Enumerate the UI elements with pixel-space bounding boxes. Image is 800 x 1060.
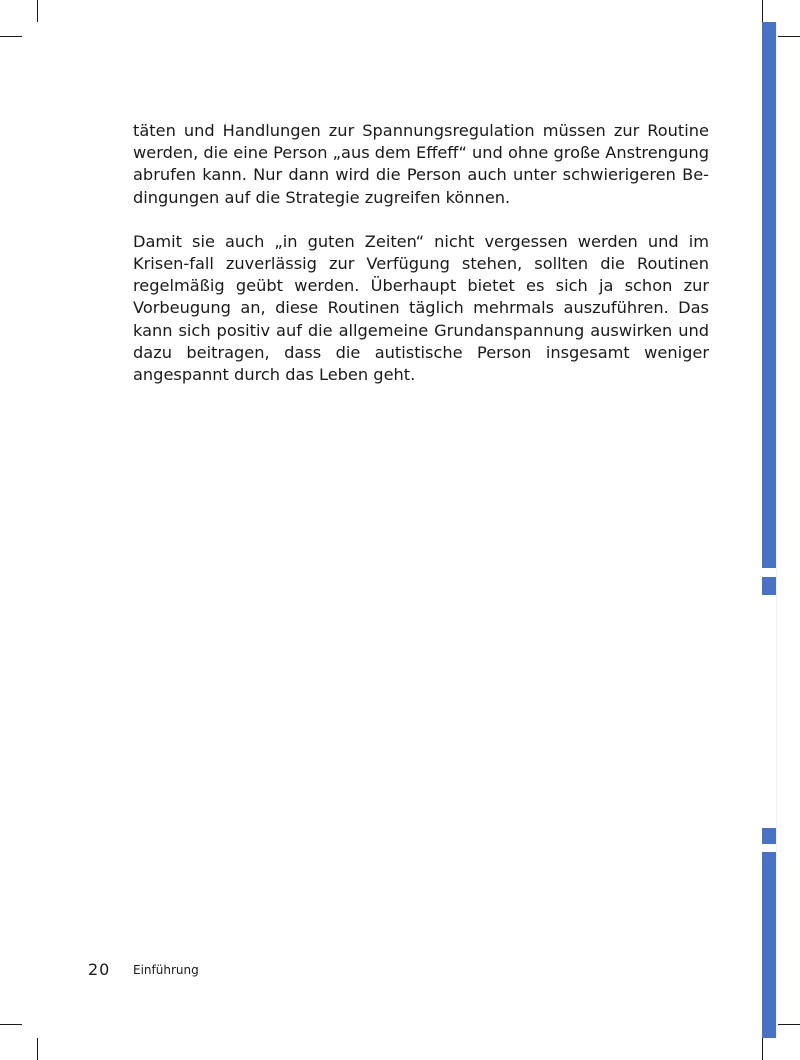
crop-mark-top-left-h (0, 36, 22, 37)
crop-mark-top-right-v (762, 0, 763, 22)
crop-mark-bottom-left-v (37, 1038, 38, 1060)
edge-band-lower (762, 852, 776, 1038)
crop-mark-bottom-right-h (778, 1024, 800, 1025)
body-text (133, 120, 709, 408)
edge-tab-marker-upper (762, 577, 776, 595)
crop-mark-bottom-right-v (762, 1038, 763, 1060)
edge-trim-line (776, 22, 777, 1038)
crop-mark-top-right-h (778, 36, 800, 37)
edge-band-upper (762, 22, 776, 568)
edge-tab-marker-lower (762, 828, 776, 844)
page-number: 20 (88, 960, 111, 979)
paragraph-2: Damit sie auch „in guten Zeiten“ nicht vergessen werden und im Krisen-fall zuverlässig zur Verfügung stehen, sollten die Routinen regelmäßig geübt werden. Überhaupt bietet es sich ja schon zur Vorbeugung an, diese Routinen täglich mehrmals auszuführen. Das kann sich positiv auf die allgemeine Grundanspannung auswirken und dazu beitragen, dass die autistische Person insgesamt weniger angespannt durch das Leben geht. (133, 231, 709, 385)
running-head: Einführung (133, 963, 199, 977)
crop-mark-top-left-v (37, 0, 38, 22)
crop-mark-bottom-left-h (0, 1024, 22, 1025)
paragraph-1: täten und Handlungen zur Spannungsregulation müssen zur Routine werden, die eine Person „aus dem Effeff“ und ohne große Anstrengung abrufen kann. Nur dann wird die Person auch unter schwierigeren Be-dingungen auf die Strategie zugreifen können. (133, 121, 709, 207)
